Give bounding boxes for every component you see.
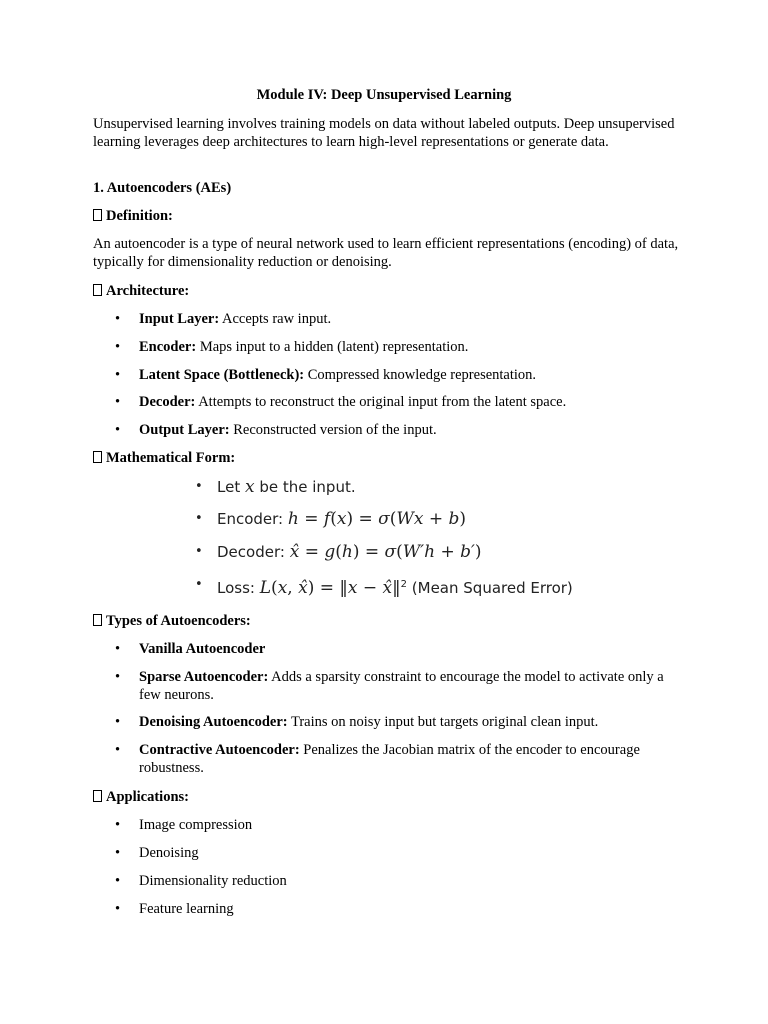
document-page: Module IV: Deep Unsupervised Learning Unsupervised learning involves training models on data without labeled outputs. Deep unsupervised learning leverages deep architectures to learn high-level representations or generate data. 1. Autoencoders (AEs) Definition: An autoencoder is a type of neural network used to learn efficient representations (encoding) of data, typically for dimensionality reduction or denoising. Architecture: • Input Layer: Accepts raw input. • Encoder: Maps input to a hidden (latent) representation. • Latent Space (Bottleneck): Compressed knowledge representation. • Decoder: Attempts to reconstruct the original input from the latent space. • Output Layer: Reconstructed version of the input. Mathematical Form: • Let x be the input. • Encoder: h = f(x) = σ(Wx + b) • Decoder: x̂ = g(h) = σ(W′h + b′) • Loss: L(x, x̂) = ‖x − x̂‖$^2$ (Mean Squared Error) Types of Autoencoders: • Vanilla Autoencoder • Sparse Autoencoder: Adds a sparsity constraint to encourage the model to activate only a few neurons. • Denoising Autoencoder: Trains on noisy input but targets original clean input. • Contractive Autoencoder: Penalizes the Jacobian matrix of the encoder to encourage robustness. Applications: • Image compression • Denoising • Dimensionality reduction • Feature learning [0,0,768,1024]
missing-glyph-icon [93,284,102,296]
architecture-heading: Architecture: [93,282,189,300]
missing-glyph-icon [93,451,102,463]
definition-heading: Definition: [93,207,173,225]
missing-glyph-icon [93,614,102,626]
math-heading: Mathematical Form: [93,449,235,467]
section-heading-autoencoders: 1. Autoencoders (AEs) [93,180,232,196]
missing-glyph-icon [93,209,102,221]
applications-heading: Applications: [93,788,189,806]
missing-glyph-icon [93,790,102,802]
loss-formula: L [259,578,272,598]
definition-paragraph: An autoencoder is a type of neural network used to learn efficient representations (encoding) of data, typically for dimensionality reduction or denoising. [93,236,679,270]
types-heading: Types of Autoencoders: [93,612,251,630]
page-title: Module IV: Deep Unsupervised Learning [256,87,512,103]
encoder-formula: h [287,509,299,529]
decoder-formula: x̂ [289,542,300,562]
intro-paragraph: Unsupervised learning involves training models on data without labeled outputs. Deep unsupervised learning leverages deep architectures to learn high-level representations or generate data. [93,116,675,150]
